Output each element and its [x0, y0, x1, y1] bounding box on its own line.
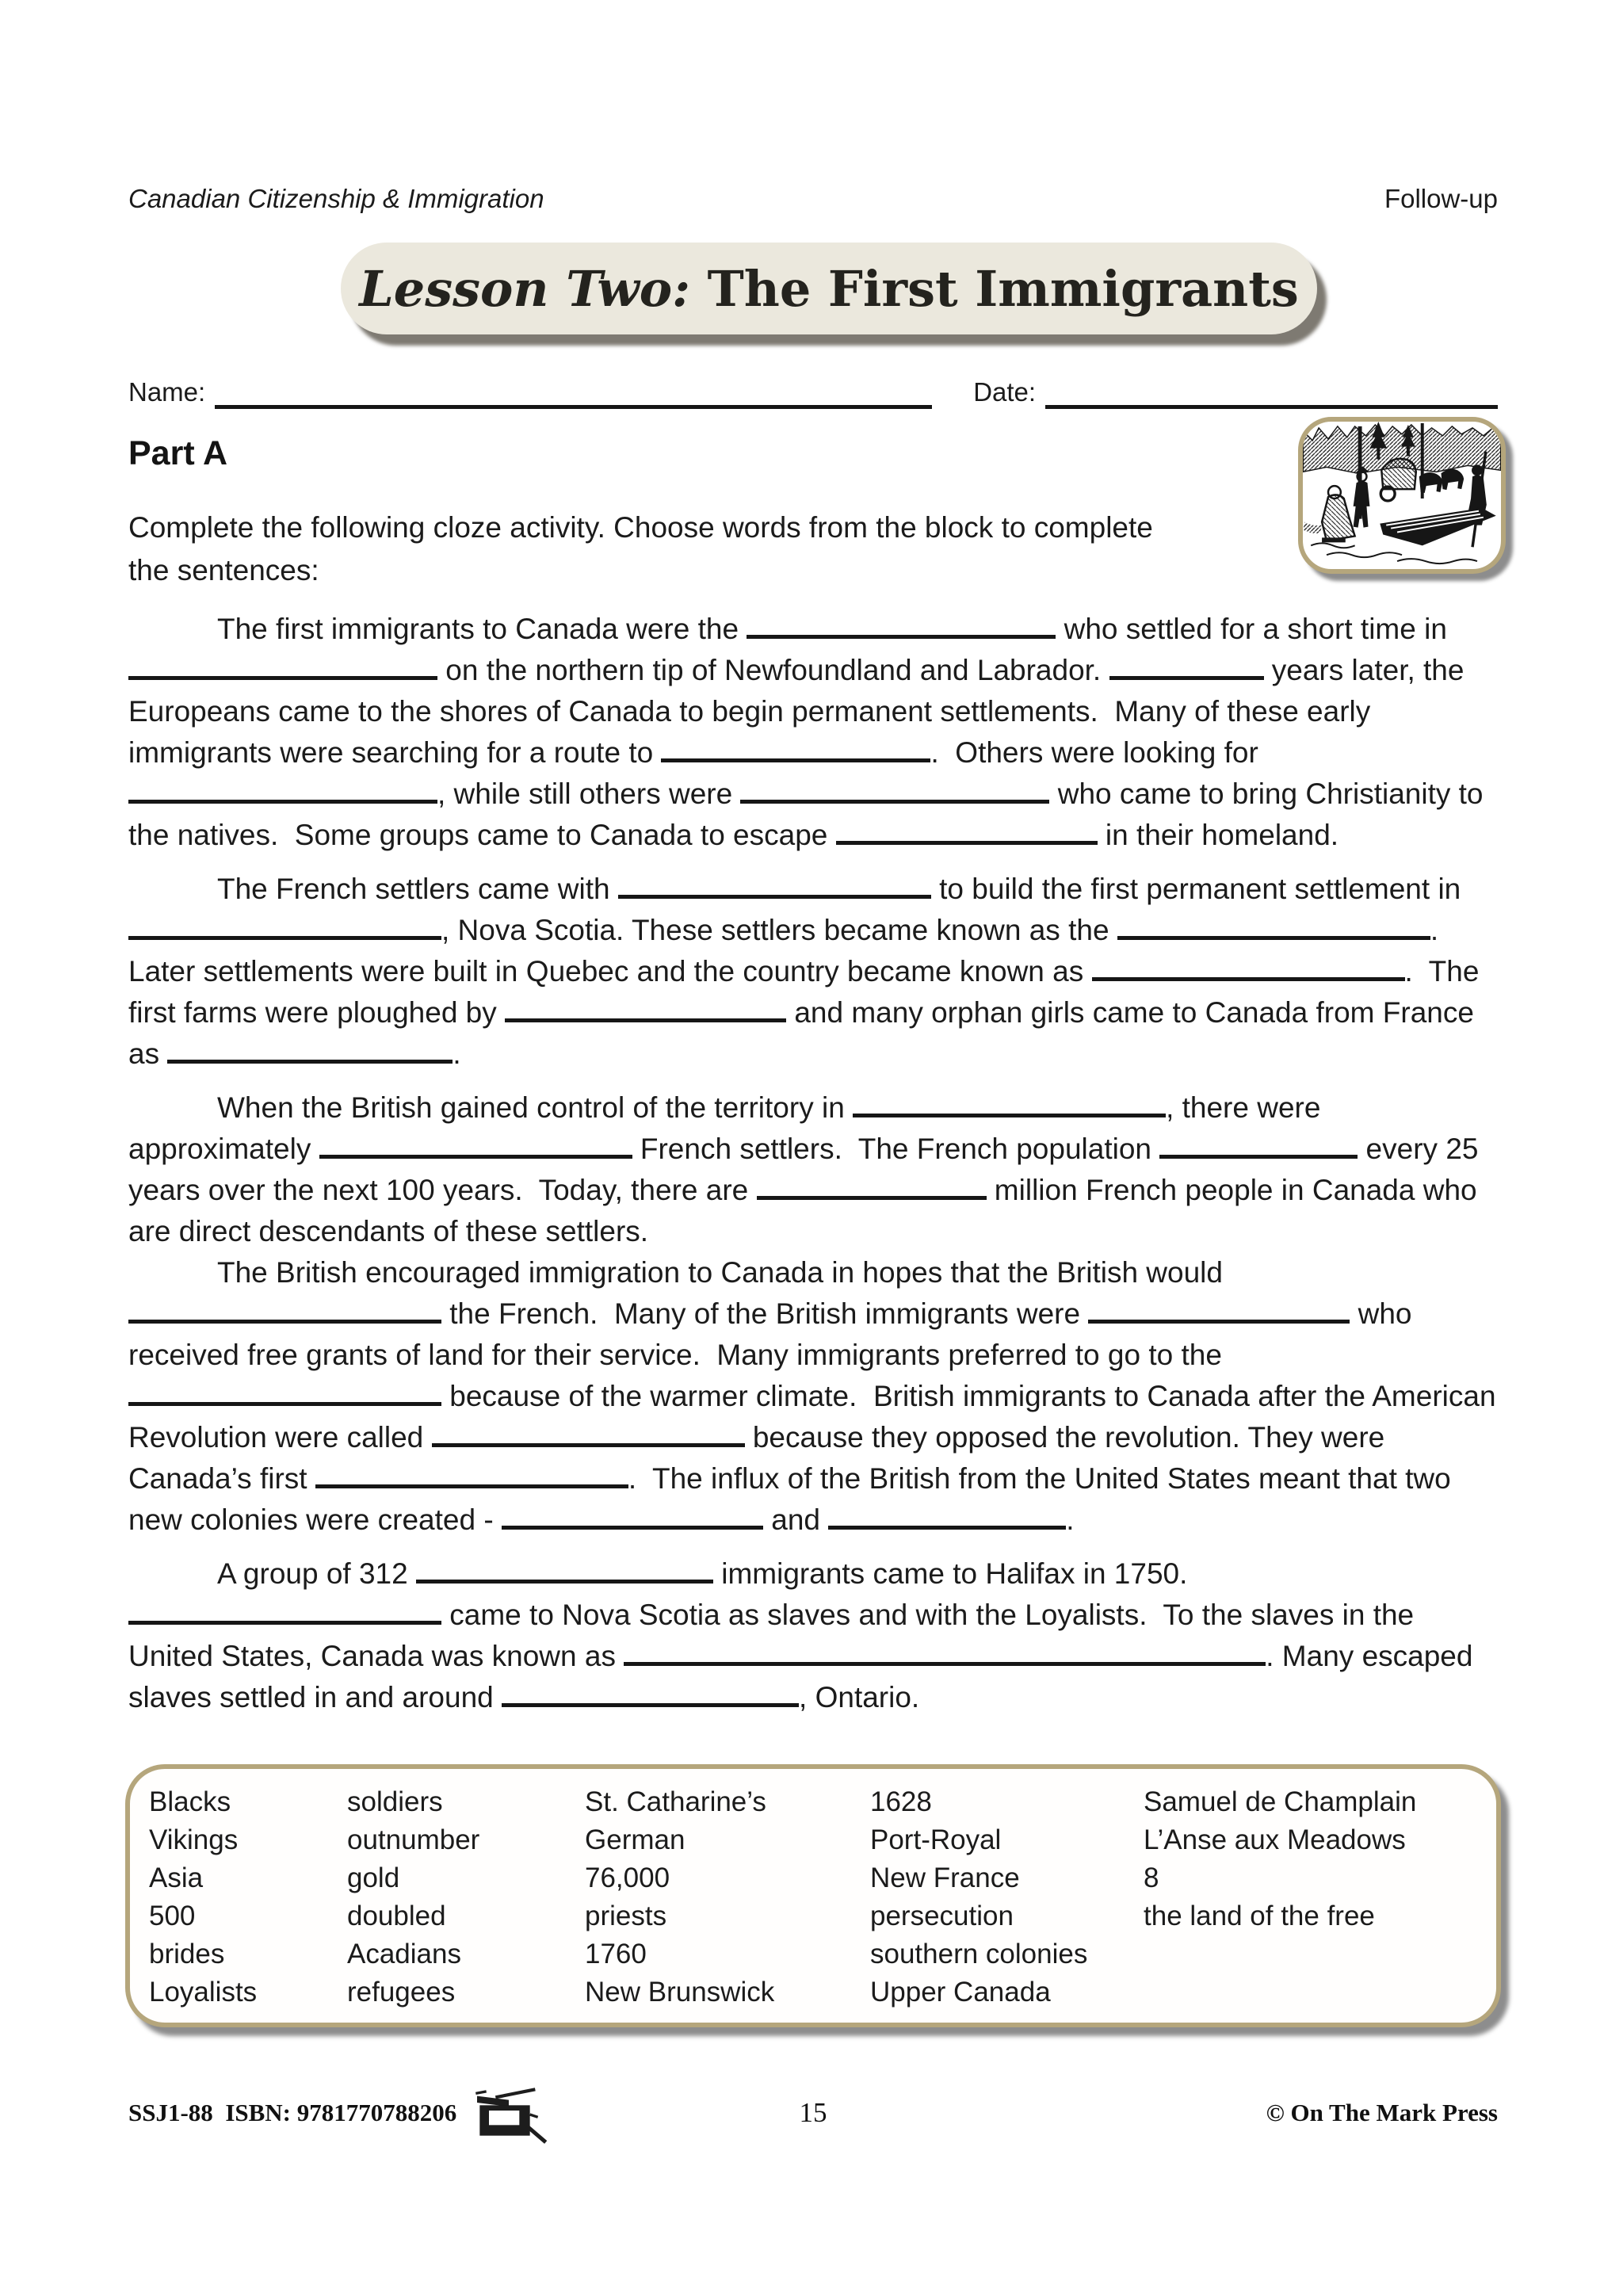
lesson-title: [359, 260, 1299, 318]
settlers-illustration-drawing: [1303, 422, 1501, 569]
fill-in-blank-line: [502, 1505, 763, 1530]
fill-in-blank-line: [836, 820, 1098, 845]
cloze-paragraph-4: The British encouraged immigration to Canada in hopes that the British would the French. Many of the British immigrants were who received free grants of land for their service. Many immigrants preferred to go to the because of the warmer climate. British immigrants to Canada after the American Revolution were called because they opposed the revolution. They were Canada’s first . The influx of the British from the United States meant that two new colonies were created - and .: [128, 1256, 1496, 1536]
fill-in-blank-line: [747, 614, 1056, 639]
word-bank-word: soldiers: [347, 1786, 443, 1817]
word-bank-word: St. Catharine’s: [585, 1786, 766, 1817]
copyright: © On The Mark Press: [1266, 2099, 1498, 2126]
fill-in-blank-line: [757, 1175, 987, 1200]
fill-in-blank-line: [128, 1600, 441, 1625]
word-bank-word: 76,000: [585, 1862, 670, 1893]
lesson-title-banner: [341, 243, 1317, 334]
word-bank-word: the land of the free: [1144, 1901, 1375, 1931]
fill-in-blank-line: [432, 1423, 745, 1447]
fill-in-blank-line: [416, 1559, 713, 1584]
word-bank-word: Acadians: [347, 1939, 461, 1969]
instructions-text: Complete the following cloze activity. Choose words from the block to complete the sentences:: [128, 511, 1153, 586]
fill-in-blank-line: [319, 1134, 632, 1159]
fill-in-blank-line: [1092, 957, 1405, 981]
fill-in-blank-line: [661, 738, 930, 762]
word-bank-column-4: [870, 1783, 1144, 2023]
word-bank-word: persecution: [870, 1901, 1014, 1931]
sku-label: SSJ1-88: [128, 2099, 213, 2126]
word-bank-word: Port-Royal: [870, 1824, 1002, 1855]
page-footer: [128, 2095, 1498, 2183]
part-a-section: [128, 434, 1301, 592]
fill-in-blank-line: [502, 1683, 799, 1707]
word-bank-word: Asia: [149, 1862, 204, 1893]
fill-in-blank-line: [1117, 915, 1430, 940]
word-bank-word: gold: [347, 1862, 400, 1893]
cloze-paragraph-5: A group of 312 immigrants came to Halifax in 1750. came to Nova Scotia as slaves and with the Loyalists. To the slaves in the United States, Canada was known as . Many escaped slaves settled in and around , Ontario.: [128, 1557, 1473, 1713]
fill-in-blank-line: [128, 779, 437, 804]
fill-in-blank-line: [315, 1464, 628, 1488]
fill-in-blank-line: [505, 998, 786, 1022]
word-bank-word: Vikings: [149, 1824, 239, 1855]
cloze-paragraph-2: The French settlers came with to build the first permanent settlement in , Nova Scotia. These settlers became known as the . Later settlements were built in Quebec and the country became known as . The first farms were ploughed by and many orphan girls came to Canada from France as .: [128, 873, 1480, 1070]
word-bank-word: German: [585, 1824, 685, 1855]
fill-in-blank-line: [828, 1505, 1066, 1530]
page-header: [128, 184, 1498, 214]
date-label: Date:: [973, 377, 1037, 407]
cloze-activity: [128, 609, 1499, 1718]
word-bank-word: Samuel de Champlain: [1144, 1786, 1417, 1817]
fill-in-blank-line: [128, 1299, 441, 1324]
word-bank-word: doubled: [347, 1901, 446, 1931]
cloze-paragraph-3: When the British gained control of the territory in , there were approximately French settlers. The French population every 25 years over the next 100 years. Today, there are million French people in Canada who are direct descendants of these settlers.: [128, 1091, 1479, 1247]
word-bank: [125, 1764, 1501, 2027]
book-title: Canadian Citizenship & Immigration: [128, 184, 544, 213]
word-bank-word: Upper Canada: [870, 1977, 1051, 2008]
isbn-label: ISBN: 9781770788206: [225, 2099, 457, 2126]
word-bank-column-2: [347, 1783, 585, 2023]
settlers-arrival-illustration: [1298, 417, 1506, 574]
fill-in-blank-line: [624, 1641, 1266, 1666]
name-write-line: [215, 378, 932, 409]
word-bank-word: refugees: [347, 1977, 456, 2008]
page-number: 15: [799, 2097, 827, 2128]
word-bank-word: 1760: [585, 1939, 647, 1969]
word-bank-word: outnumber: [347, 1824, 480, 1855]
fill-in-blank-line: [740, 779, 1049, 804]
fill-in-blank-line: [1109, 655, 1264, 680]
word-bank-word: 500: [149, 1901, 196, 1931]
word-bank-word: brides: [149, 1939, 225, 1969]
date-write-line: [1045, 378, 1498, 409]
fill-in-blank-line: [618, 874, 931, 899]
name-label: Name:: [128, 377, 206, 407]
word-bank-word: priests: [585, 1901, 667, 1931]
word-bank-column-5: [1144, 1783, 1496, 2023]
section-label: Follow-up: [1384, 184, 1498, 213]
lesson-number-label: Lesson Two:: [359, 259, 691, 318]
word-bank-word: Blacks: [149, 1786, 231, 1817]
word-bank-column-3: [585, 1783, 870, 2023]
fill-in-blank-line: [1088, 1299, 1350, 1324]
part-a-heading: Part A: [128, 434, 228, 472]
fill-in-blank-line: [167, 1039, 453, 1064]
word-bank-column-1: [149, 1783, 347, 2023]
word-bank-word: 1628: [870, 1786, 932, 1817]
fill-in-blank-line: [853, 1093, 1166, 1117]
word-bank-word: southern colonies: [870, 1939, 1088, 1969]
cloze-paragraph-1: The first immigrants to Canada were the who settled for a short time in on the northern tip of Newfoundland and Labrador. years later, the Europeans came to the shores of Canada to begin permanent settlements. Many of these early immigrants were searching for a route to . Others were looking for , while still others were who came to bring Christianity to the natives. Some groups came to Canada to escape in their homeland.: [128, 613, 1484, 851]
fill-in-blank-line: [1159, 1134, 1358, 1159]
fill-in-blank-line: [128, 655, 437, 680]
name-date-row: [128, 377, 1498, 409]
fill-in-blank-line: [128, 1381, 441, 1406]
word-bank-word: New France: [870, 1862, 1020, 1893]
word-bank-word: 8: [1144, 1862, 1159, 1893]
word-bank-word: New Brunswick: [585, 1977, 775, 2008]
word-bank-word: Loyalists: [149, 1977, 258, 2008]
fill-in-blank-line: [128, 915, 441, 940]
lesson-name-label: The First Immigrants: [690, 259, 1299, 318]
word-bank-word: L’Anse aux Meadows: [1144, 1824, 1406, 1855]
